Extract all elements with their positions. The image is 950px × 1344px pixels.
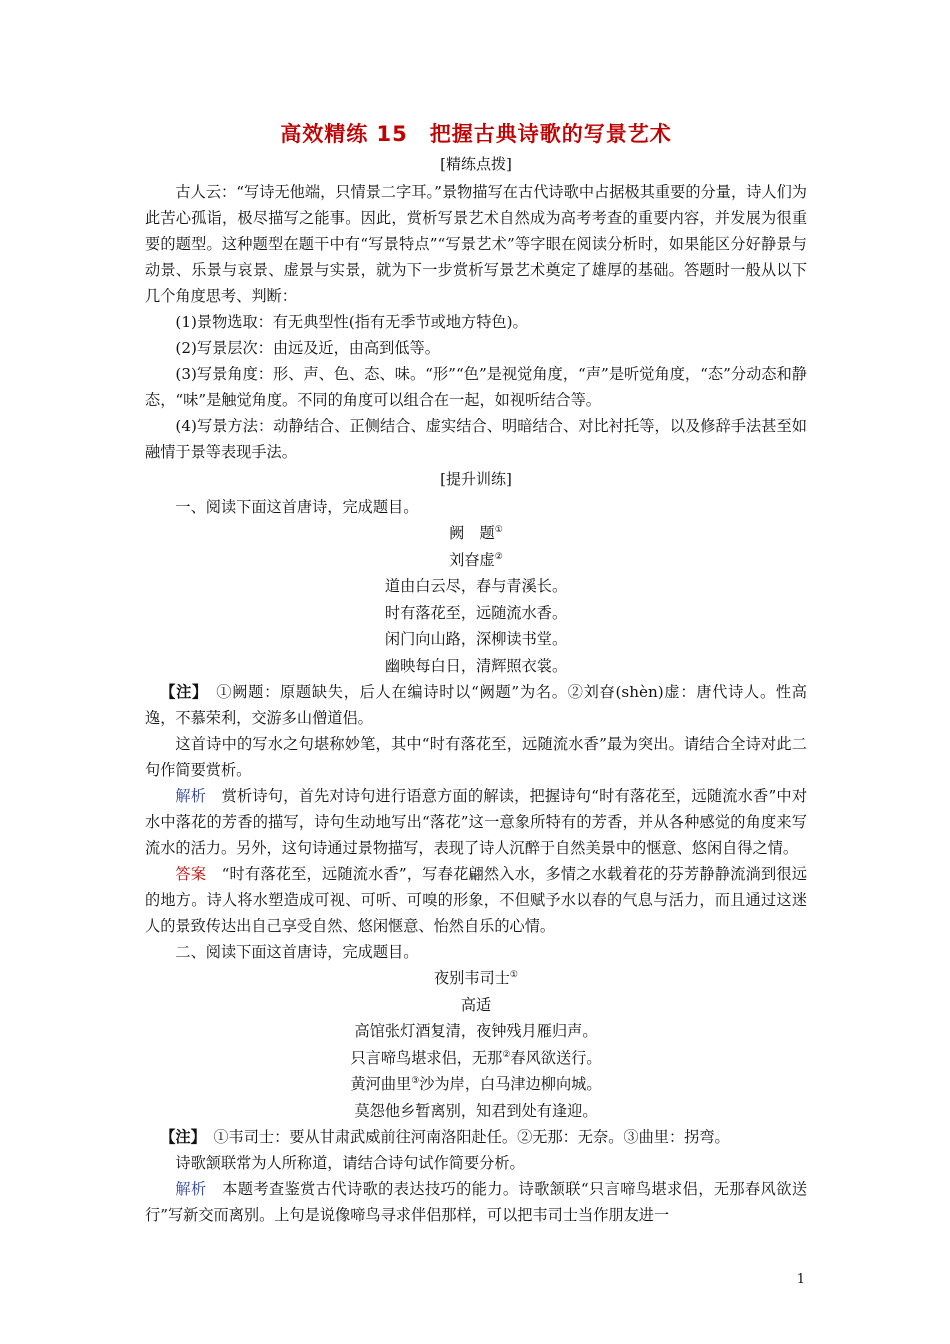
q1-note: 【注】 ①阙题：原题缺失，后人在编诗时以“阙题”为名。②刘昚(shèn)虚：唐代诗人。性高逸，不慕荣利，交游多山僧道侣。 [145,683,807,727]
q1-question: 这首诗中的写水之句堪称妙笔，其中“时有落花至，远随流水香”最为突出。请结合全诗对此二句作简要赏析。 [145,735,807,779]
q2-poem-line: 莫怨他乡暂离别，知君到处有逢迎。 [354,1101,598,1120]
analysis-tag: 解析 [175,787,207,805]
q2-poem-line: 高馆张灯酒复清，夜钟残月雁归声。 [354,1022,598,1040]
q1-poem-title: 阙 题① [449,524,503,542]
q2-poem-title: 夜别韦司士① [433,969,518,987]
q2-note: 【注】 ①韦司士：要从甘肃武威前往河南洛阳赴任。②无那：无奈。③曲里：拐弯。 [160,1128,730,1146]
page-number: 1 [796,1272,805,1287]
q1-analysis: 解析 赏析诗句，首先对诗句进行语意方面的解读，把握诗句“时有落花至，远随流水香”中对水中落花的芳香的描写，诗句生动地写出“落花”这一意象所特有的芳香，并从各种感觉的角度来写流水的活力。另外，这句诗通过景物描写，表现了诗人沉醉于自然美景中的惬意、悠闲自得之情。 [145,787,808,857]
q1-poem-line: 幽映每白日，清辉照衣裳。 [384,656,568,675]
q2-poem-line: 黄河曲里③沙为岸，白马津边柳向城。 [350,1075,602,1093]
intro-point-2: (2)写景层次：由远及近，由高到低等。 [175,339,440,357]
section-label-tisheng: [提升训练] [440,470,512,488]
analysis-tag: 解析 [175,1180,207,1198]
q1-answer: 答案 “时有落花至，远随流水香”，写春花翩然入水，多情之水载着花的芬芳静静流淌到很远的地方。诗人将水塑造成可视、可听、可嗅的形象，不但赋予水以春的气息与活力，而且通过这迷人的景致传达出自己享受自然、悠闲惬意、怡然自乐的心情。 [145,865,808,935]
q1-poem-line: 时有落花至，远随流水香。 [384,603,568,622]
answer-tag: 答案 [175,865,207,883]
q1-poem-author: 刘昚虚② [449,550,503,569]
q1-poem-line: 道由白云尽，春与青溪长。 [384,577,568,595]
section-label-jinglian: [精练点拨] [440,155,512,173]
intro-point-3: (3)写景角度：形、声、色、态、味。“形”“色”是视觉角度，“声”是听觉角度，“态”分动态和静态，“味”是触觉角度。不同的角度可以组合在一起，如视听结合等。 [145,365,807,409]
q1-prompt: 一、阅读下面这首唐诗，完成题目。 [175,498,419,516]
q2-analysis: 解析 本题考查鉴赏古代诗歌的表达技巧的能力。诗歌颔联“只言啼鸟堪求侣，无那春风欲送行”写新交而离别。上句是说像啼鸟寻求伴侣那样，可以把韦司士当作朋友进一 [145,1180,808,1224]
intro-point-4: (4)写景方法：动静结合、正侧结合、虚实结合、明暗结合、对比衬托等，以及修辞手法甚至如融情于景等表现手法。 [145,417,807,461]
q2-poem-author: 高适 [460,995,492,1014]
q2-prompt: 二、阅读下面这首唐诗，完成题目。 [175,943,419,961]
q2-question: 诗歌颔联常为人所称道，请结合诗句试作简要分析。 [175,1154,525,1172]
document-page [145,118,807,1228]
q2-poem-line: 只言啼鸟堪求侣，无那②春风欲送行。 [350,1048,602,1067]
intro-point-1: (1)景物选取：有无典型性(指有无季节或地方特色)。 [175,313,528,331]
q1-poem-line: 闲门向山路，深柳读书堂。 [384,630,568,648]
page-title: 高效精练 15 把握古典诗歌的写景艺术 [280,122,672,146]
intro-paragraph: 古人云：“写诗无他端，只情景二字耳。”景物描写在古代诗歌中占据极其重要的分量，诗人们为此苦心孤诣，极尽描写之能事。因此，赏析写景艺术自然成为高考考查的重要内容，并发展为很重要的题型。这种题型在题干中有“写景特点”“写景艺术”等字眼在阅读分析时，如果能区分好静景与动景、乐景与哀景、虚景与实景，就为下一步赏析写景艺术奠定了雄厚的基础。答题时一般从以下几个角度思考、判断： [145,183,807,305]
